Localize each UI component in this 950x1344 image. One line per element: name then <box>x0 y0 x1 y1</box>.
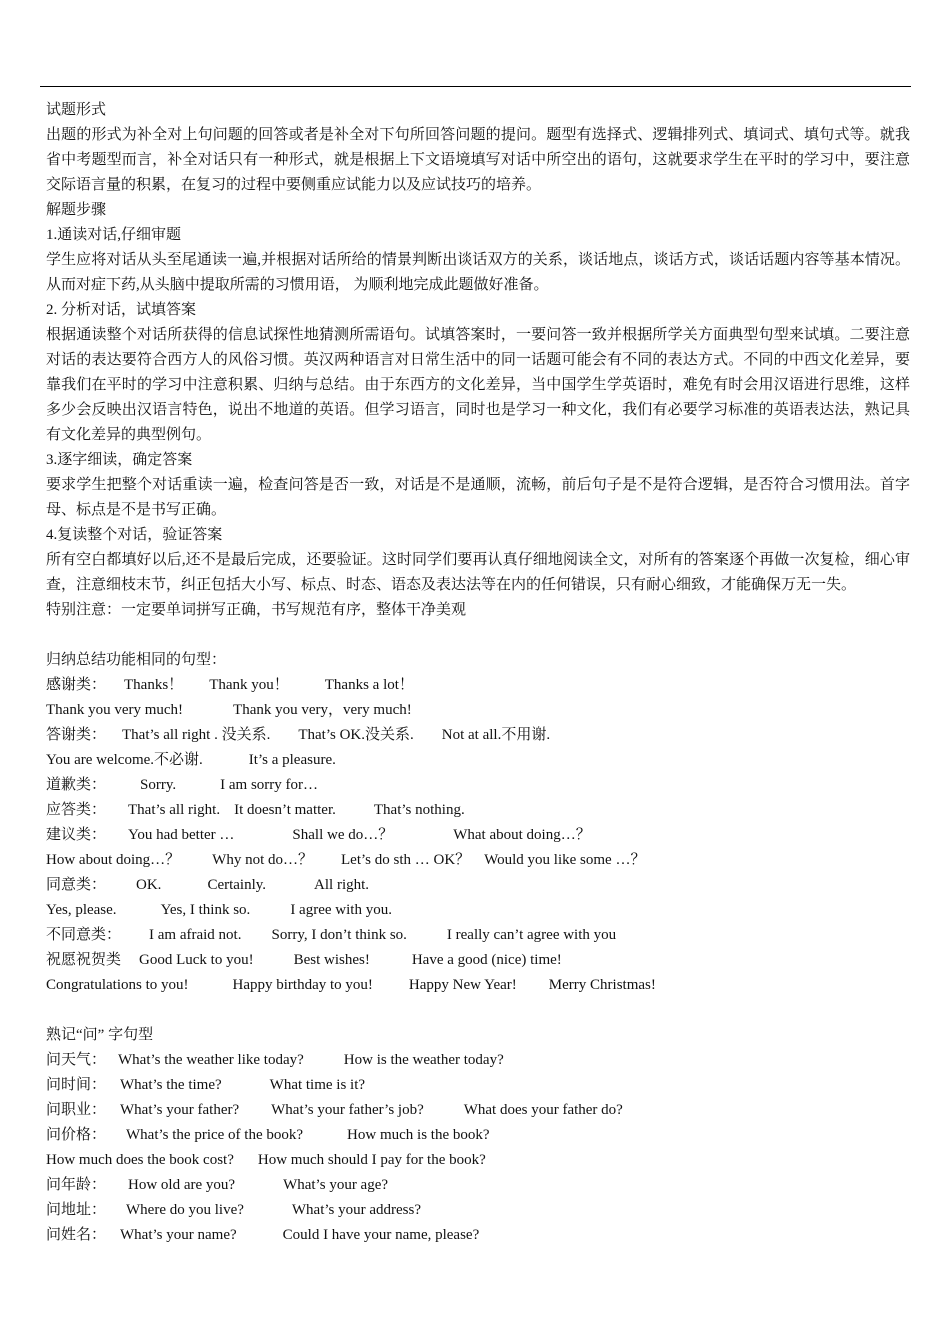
summary-pattern-line <box>46 973 910 998</box>
phrase: That’s all right . 没关系. <box>122 727 271 743</box>
phrase: What’s the weather like today? <box>118 1052 304 1068</box>
step-1-body: 学生应将对话从头至尾通读一遍,并根据对话所给的情景判断出谈话双方的关系，谈话地点，谈话方式，谈话话题内容等基本情况。从而对症下药,从头脑中提取所需的习惯用语， 为顺利地完成此题做好准备。 <box>46 252 910 293</box>
step-3-body: 要求学生把整个对话重读一遍，检查问答是否一致，对话是不是通顺，流畅，前后句子是不是符合逻辑，是否符合习惯用法。首字母、标点是不是书写正确。 <box>46 477 910 518</box>
phrase: Sorry, I don’t think so. <box>271 927 407 943</box>
step-2-title: 2. 分析对话，试填答案 <box>46 302 197 318</box>
phrase: Could I have your name, please? <box>282 1227 480 1243</box>
phrase: What’s your address? <box>291 1202 422 1218</box>
summary-pattern-line <box>46 673 910 698</box>
phrase: How about doing…？ <box>46 852 181 868</box>
ask-pattern-line <box>46 1073 910 1098</box>
phrase: 建议类： <box>46 827 107 843</box>
phrase: That’s all right. <box>128 802 221 818</box>
phrase: That’s nothing. <box>373 802 465 818</box>
phrase: Congratulations to you! <box>46 977 189 993</box>
step-4-title: 4.复读整个对话，验证答案 <box>46 527 223 543</box>
phrase: 问地址： <box>46 1202 107 1218</box>
phrase: Yes, I think so. <box>160 902 251 918</box>
phrase: All right. <box>314 877 370 893</box>
phrase: How much does the book cost? <box>46 1152 234 1168</box>
phrase: You are welcome.不必谢. <box>46 752 203 768</box>
ask-pattern-line <box>46 1223 910 1248</box>
phrase: How much should I pay for the book? <box>257 1152 486 1168</box>
ask-pattern-line <box>46 1048 910 1073</box>
summary-pattern-line <box>46 848 910 873</box>
phrase: What about doing…？ <box>453 827 591 843</box>
phrase: It doesn’t matter. <box>234 802 336 818</box>
phrase: Good Luck to you! <box>139 952 254 968</box>
step-3-title: 3.逐字细读，确定答案 <box>46 452 193 468</box>
ask-pattern-line <box>46 1098 910 1123</box>
phrase: 不同意类： <box>46 927 122 943</box>
header-rule <box>40 86 911 87</box>
phrase: Thank you very，very much! <box>233 702 412 718</box>
phrase: Thanks！ <box>124 677 184 693</box>
phrase: You had better … <box>128 827 235 843</box>
phrase: 问天气： <box>46 1052 107 1068</box>
section-heading-question-form: 试题形式 <box>46 102 107 118</box>
phrase: 同意类： <box>46 877 107 893</box>
phrase: Why not do…？ <box>212 852 313 868</box>
phrase: Thank you very much! <box>46 702 184 718</box>
summary-pattern-line <box>46 923 910 948</box>
phrase: What’s the price of the book? <box>126 1127 304 1143</box>
phrase: Not at all.不用谢. <box>441 727 551 743</box>
phrase: 答谢类： <box>46 727 107 743</box>
ask-pattern-list <box>46 1048 910 1248</box>
phrase: Sorry. <box>140 777 177 793</box>
phrase: 问时间： <box>46 1077 107 1093</box>
phrase: How old are you? <box>128 1177 236 1193</box>
summary-pattern-line <box>46 873 910 898</box>
summary-pattern-line <box>46 823 910 848</box>
phrase: I agree with you. <box>290 902 392 918</box>
phrase: I really can’t agree with you <box>446 927 617 943</box>
section-heading-solving-steps: 解题步骤 <box>46 202 107 218</box>
summary-pattern-line <box>46 948 910 973</box>
ask-pattern-line <box>46 1198 910 1223</box>
phrase: What’s your father’s job? <box>271 1102 424 1118</box>
phrase: What time is it? <box>269 1077 366 1093</box>
summary-pattern-list <box>46 673 910 998</box>
phrase: Certainly. <box>207 877 267 893</box>
phrase: What’s your name? <box>120 1227 237 1243</box>
phrase: Thank you！ <box>209 677 289 693</box>
phrase: Have a good (nice) time! <box>411 952 562 968</box>
phrase: 应答类： <box>46 802 107 818</box>
phrase: What’s the time? <box>120 1077 222 1093</box>
step-1-title: 1.通读对话,仔细审题 <box>46 227 182 243</box>
summary-pattern-line <box>46 698 910 723</box>
ask-patterns-heading: 熟记“问” 字句型 <box>46 1027 154 1043</box>
phrase: Happy New Year! <box>408 977 517 993</box>
phrase: I am sorry for… <box>220 777 319 793</box>
spacer <box>46 998 910 1023</box>
spacer <box>46 623 910 648</box>
phrase: Happy birthday to you! <box>232 977 373 993</box>
phrase: 感谢类： <box>46 677 107 693</box>
summary-pattern-line <box>46 748 910 773</box>
phrase: 道歉类： <box>46 777 107 793</box>
document-body <box>46 98 910 1248</box>
phrase: That’s OK.没关系. <box>298 727 414 743</box>
phrase: OK. <box>136 877 162 893</box>
phrase: I am afraid not. <box>149 927 242 943</box>
summary-pattern-line <box>46 773 910 798</box>
step-2-body: 根据通读整个对话所获得的信息试探性地猜测所需语句。试填答案时，一要问答一致并根据所学关方面典型句型来试填。二要注意对话的表达要符合西方人的风俗习惯。英汉两种语言对日常生活中的同一话题可能会有不同的表达方式。不同的中西文化差异，要靠我们在平时的学习中注意积累、归纳与总结。由于东西方的文化差异，当中国学生学英语时，难免有时会用汉语进行思维，这样多少会反映出汉语言特色，说出不地道的英语。但学习语言，同时也是学习一种文化，我们有必要学习标准的英语表达法，熟记具有文化差异的典型例句。 <box>46 327 910 443</box>
phrase: Best wishes! <box>293 952 370 968</box>
phrase: Thanks a lot！ <box>324 677 414 693</box>
phrase: How is the weather today? <box>343 1052 504 1068</box>
paragraph-question-form: 出题的形式为补全对上句问题的回答或者是补全对下句所回答问题的提问。题型有选择式、逻辑排列式、填词式、填句式等。就我省中考题型而言，补全对话只有一种形式，就是根据上下文语境填写对话中所空出的语句，这就要求学生在平时的学习中，要注意交际语言量的积累，在复习的过程中要侧重应试能力以及应试技巧的培养。 <box>46 127 910 193</box>
phrase: Yes, please. <box>46 902 117 918</box>
phrase: How much is the book? <box>347 1127 490 1143</box>
phrase: What does your father do? <box>463 1102 623 1118</box>
phrase: Where do you live? <box>126 1202 244 1218</box>
phrase: Merry Christmas! <box>548 977 656 993</box>
summary-pattern-line <box>46 723 910 748</box>
summary-pattern-line <box>46 898 910 923</box>
phrase: 祝愿祝贺类 <box>46 952 122 968</box>
phrase: Let’s do sth … OK？ <box>341 852 471 868</box>
summary-pattern-line <box>46 798 910 823</box>
step-4-body: 所有空白都填好以后,还不是最后完成，还要验证。这时同学们要再认真仔细地阅读全文，对所有的答案逐个再做一次复检，细心审查，注意细枝末节，纠正包括大小写、标点、时态、语态及表达法等在内的任何错误，只有耐心细致，才能确保万无一失。 <box>46 552 910 593</box>
phrase: What’s your father? <box>120 1102 240 1118</box>
phrase: What’s your age? <box>283 1177 389 1193</box>
phrase: It’s a pleasure. <box>248 752 336 768</box>
phrase: 问年龄： <box>46 1177 107 1193</box>
summary-heading: 归纳总结功能相同的句型： <box>46 652 227 668</box>
ask-pattern-line <box>46 1148 910 1173</box>
phrase: Shall we do…？ <box>292 827 394 843</box>
phrase: 问职业： <box>46 1102 107 1118</box>
ask-pattern-line <box>46 1123 910 1148</box>
special-note: 特别注意：一定要单词拼写正确，书写规范有序，整体干净美观 <box>46 602 467 618</box>
phrase: Would you like some …？ <box>484 852 646 868</box>
phrase: 问姓名： <box>46 1227 107 1243</box>
ask-pattern-line <box>46 1173 910 1198</box>
phrase: 问价格： <box>46 1127 107 1143</box>
